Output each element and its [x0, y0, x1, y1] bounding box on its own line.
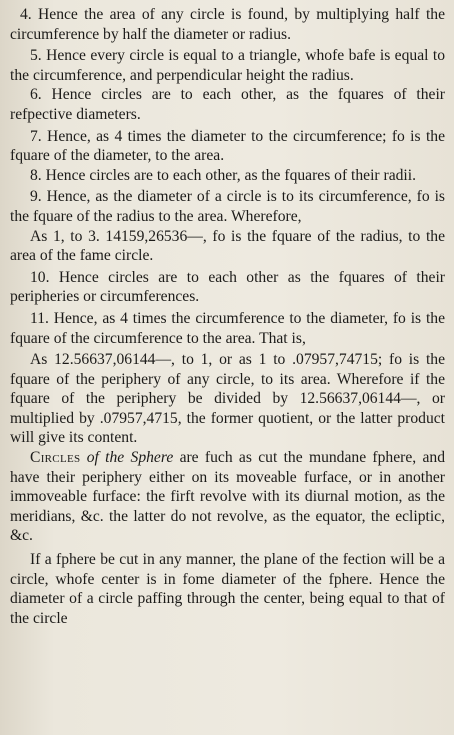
paragraph-11-ratio: As 12.56637,06144—, to 1, or as 1 to .07957,74715; fo is the fquare of the periphery of any circle, to its area. Wherefore if the fquare of the periphery be divided by 12.56637,06144—, or multiplied by .07957,4715, the former quotient, or the latter product will give its content.: [10, 351, 445, 447]
paragraph-11: 11. Hence, as 4 times the circumference to the diameter, fo is the fquare of the circumference to the area. That is,: [10, 309, 445, 347]
paragraph-sphere-section: If a fphere be cut in any manner, the plane of the fection will be a circle, whofe center is in fome diameter of the fphere. Hence the diameter of a circle paffing through the center, being equal to that of the circle: [10, 551, 445, 627]
paragraph-10: 10. Hence circles are to each other as the fquares of their peripheries or circumferences.: [10, 268, 445, 306]
paragraph-circles-of-sphere: [10, 448, 445, 546]
section-body: are fuch as cut the mundane fphere, and have their periphery either on its moveable furface, or in another immoveable furface: the firft revolve with its diurnal motion, as the meridians, &c. the latter do not revolve, as the equator, the ecliptic, &c.: [10, 449, 445, 545]
section-lead-italic: of the Sphere: [80, 449, 174, 467]
paragraph-9-ratio: As 1, to 3. 14159,26536—, fo is the fquare of the radius, to the area of the fame circle.: [10, 227, 445, 265]
paragraph-9: 9. Hence, as the diameter of a circle is to its circumference, fo is the fquare of the radius to the area. Wherefore,: [10, 188, 445, 225]
paragraph-8: 8. Hence circles are to each other, as the fquares of their radii.: [30, 166, 416, 184]
paragraph-7: 7. Hence, as 4 times the diameter to the circumference; fo is the fquare of the diameter, to the area.: [10, 127, 445, 165]
section-lead: Circles: [30, 449, 81, 467]
paragraph-4: 4. Hence the area of any circle is found, by multiplying half the circumference by half the diameter or radius.: [10, 6, 445, 43]
paragraph-6: 6. Hence circles are to each other, as the fquares of their refpective diameters.: [10, 86, 445, 123]
paragraph-5: 5. Hence every circle is equal to a triangle, whofe bafe is equal to the circumference, and perpendicular height the radius.: [10, 47, 445, 84]
